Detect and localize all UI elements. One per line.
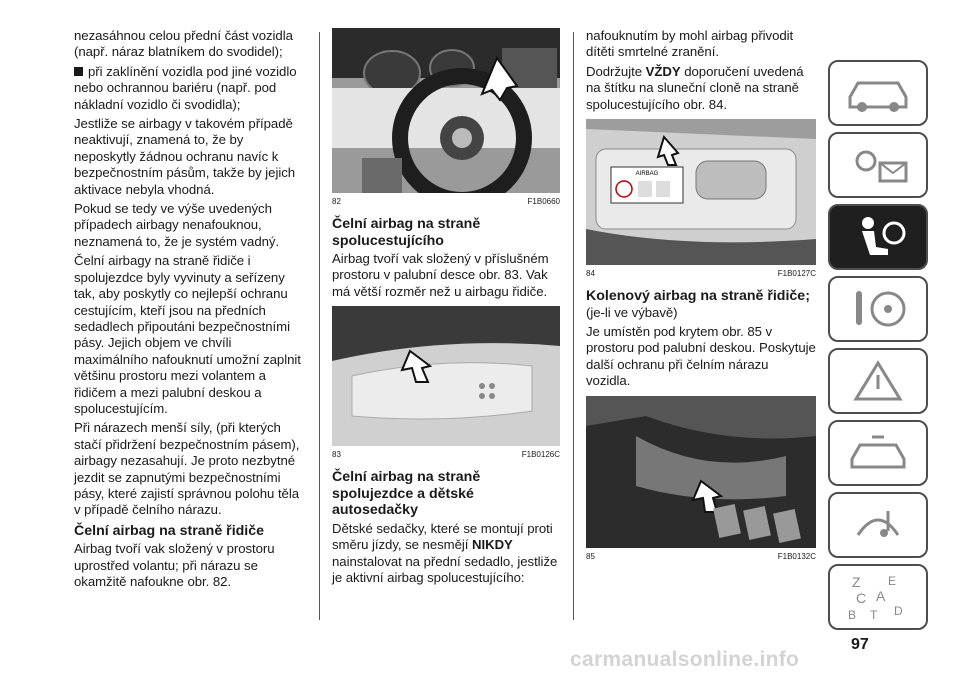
figure-code: F1B0127C: [777, 269, 816, 279]
figure-caption: [332, 450, 560, 459]
chapter-tabs: [828, 60, 928, 636]
figure-steering-wheel: [332, 28, 560, 193]
section-heading: Čelní airbag na straně řidiče: [74, 522, 265, 539]
index-letter: B: [848, 608, 857, 622]
tab-warning-lights[interactable]: [828, 132, 928, 198]
figure-number: 84: [586, 269, 595, 279]
tab-seat-airbag[interactable]: [828, 204, 928, 270]
column-2: [332, 28, 560, 589]
watermark: carmanualsonline.info: [570, 648, 800, 671]
emphasis: NIKDY: [472, 537, 513, 553]
text-run: nainstalovat na přední sedadlo, jestliže je aktivní airbag spolucestujícího:: [332, 553, 558, 585]
seat-airbag-icon: [842, 211, 914, 263]
car-service-icon: [842, 427, 914, 479]
sun-visor-image: [586, 119, 816, 265]
tab-media[interactable]: [828, 492, 928, 558]
index-letter: E: [888, 574, 897, 588]
paragraph: Je umístěn pod krytem obr. 85 v prostoru pod palubní deskou. Poskytuje další ochranu při čelním nárazu vozidla.: [586, 323, 816, 389]
column-1: [74, 28, 306, 594]
knee-airbag-image: [586, 396, 816, 548]
key-steering-icon: [842, 283, 914, 335]
paragraph: Jestliže se airbagy v takovém případě neaktivují, znamená to, že by neposkytly žádnou ochranu navíc k bezpečnostním pásům, takže by jejich aktivace nebyla vhodná.: [74, 116, 296, 197]
figure-code: F1B0132C: [777, 551, 816, 561]
section-heading: Kolenový airbag na straně řidiče;: [586, 288, 810, 305]
car-dashboard-icon: [842, 67, 914, 119]
column-divider: [573, 32, 574, 620]
paragraph: Pokud se tedy ve výše uvedených případech airbagy nenafouknou, neznamená to, že je systém vadný.: [74, 201, 280, 249]
paragraph: [332, 521, 560, 587]
tab-index[interactable]: [828, 564, 928, 630]
tab-key-steering[interactable]: [828, 276, 928, 342]
bullet-icon: [74, 67, 83, 76]
paragraph: Čelní airbagy na straně řidiče i spolujezdce byly vyvinuty a seřízeny tak, aby poskytly co nejlepší ochranu cestujícím, kteří jsou na předních sedadlech připoutáni bezpečnostními pásy. Jejich objem ve chvíli maximálního nafouknutí umožní zaplnit většinu prostoru mezi volantem a řidičem a mezi palubní deskou a spolucestujícím.: [74, 253, 301, 416]
tab-car-dashboard[interactable]: [828, 60, 928, 126]
index-letter: Z: [852, 574, 861, 590]
index-icon: [842, 571, 914, 623]
figure-knee-airbag: [586, 396, 816, 548]
figure-number: 85: [586, 551, 595, 561]
index-letter: C: [856, 590, 867, 606]
bullet-item: [74, 64, 306, 113]
paragraph: nezasáhnou celou přední část vozidla (např. náraz blatníkem do svodidel);: [74, 28, 293, 60]
media-icon: [842, 499, 914, 551]
tab-road-warning[interactable]: [828, 348, 928, 414]
section-heading: Čelní airbag na straně spolujezdce a dětské autosedačky: [332, 469, 481, 519]
section-heading: Čelní airbag na straně spolucestujícího: [332, 216, 481, 249]
page-number: 97: [851, 636, 869, 653]
road-warning-icon: [842, 355, 914, 407]
text-run: Dětské sedačky, které se montují proti směru jízdy, se nesmějí: [332, 520, 553, 553]
subheading: (je-li ve výbavě): [586, 304, 678, 320]
paragraph: Airbag tvoří vak složený v prostoru uprostřed volantu; při nárazu se okamžitě nafoukne obr. 82.: [74, 541, 275, 590]
index-letter: A: [876, 588, 886, 604]
figure-number: 83: [332, 450, 341, 460]
paragraph: nafouknutím by mohl airbag přivodit dítěti smrtelné zranění.: [586, 28, 794, 60]
text-run: Dodržujte: [586, 63, 642, 79]
bullet-text: při zaklínění vozidla pod jiné vozidlo nebo ochrannou bariéru (např. pod nákladní vozidlo či svodidla);: [74, 63, 297, 112]
paragraph: [586, 64, 816, 113]
index-letter: T: [870, 608, 878, 622]
column-divider: [319, 32, 320, 620]
figure-number: 82: [332, 197, 341, 206]
dashboard-image: [332, 306, 560, 446]
figure-caption: [332, 197, 560, 206]
figure-dashboard: [332, 306, 560, 446]
index-letter: D: [894, 604, 903, 618]
paragraph: Při nárazech menší síly, (při kterých stačí přidržení bezpečnostním pásem), airbagy nezasahují. Je proto nezbytné jezdit se zapnutými bezpečnostními pásy, které zajistí správnou polohu těla v případě čelního nárazu.: [74, 420, 300, 518]
warning-lights-icon: [842, 139, 914, 191]
figure-caption: [586, 269, 816, 278]
emphasis: VŽDY: [645, 63, 681, 79]
figure-caption: [586, 552, 816, 561]
figure-code: F1B0126C: [521, 450, 560, 460]
paragraph: Airbag tvoří vak složený v příslušném prostoru v palubní desce obr. 83. Vak má větší rozměr než u airbagu řidiče.: [332, 251, 549, 299]
airbag-label: AIRBAG: [635, 171, 659, 178]
figure-sun-visor: [586, 119, 816, 265]
column-3: [586, 28, 816, 571]
text-run: doporučení uvedená na štítku na sluneční cloně na straně spolucestujícího obr. 84.: [586, 63, 804, 112]
steering-wheel-image: [332, 28, 560, 193]
figure-code: F1B0660: [527, 197, 560, 206]
tab-car-service[interactable]: [828, 420, 928, 486]
